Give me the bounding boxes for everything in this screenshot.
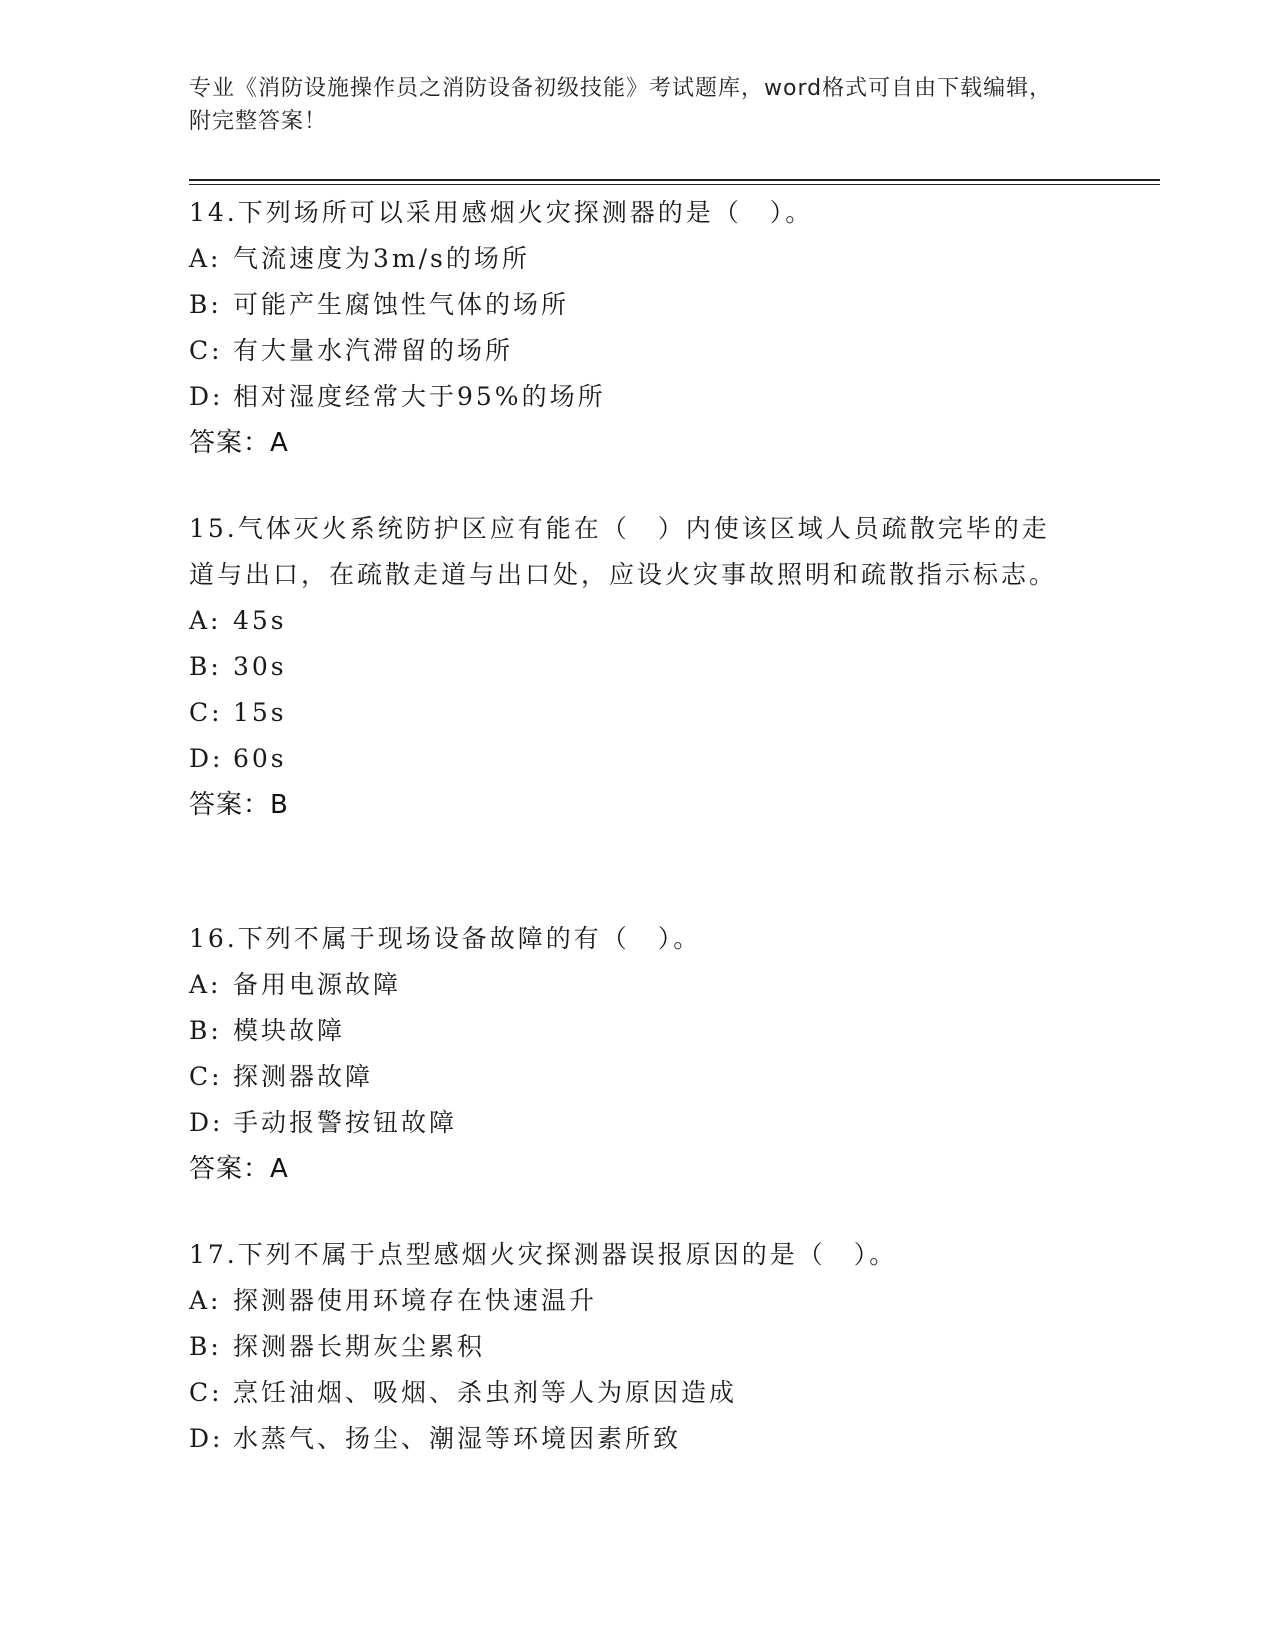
option-d	[189, 1100, 1089, 1146]
option-letter: B:	[189, 1332, 222, 1361]
question-14	[189, 190, 1089, 466]
option-letter: B:	[189, 1016, 222, 1045]
option-letter: C:	[189, 336, 223, 365]
option-letter: D:	[189, 744, 224, 773]
option-c	[189, 1054, 1089, 1100]
option-c	[189, 690, 1089, 736]
option-a	[189, 962, 1089, 1008]
option-d	[189, 374, 1089, 420]
option-b	[189, 282, 1089, 328]
option-letter: D:	[189, 382, 224, 411]
option-text: 15s	[233, 698, 287, 727]
option-b	[189, 1324, 1089, 1370]
answer-line: 答案：A	[189, 428, 289, 458]
question-stem: 16.下列不属于现场设备故障的有（ ）。	[189, 924, 702, 953]
header-divider-thin	[189, 184, 1160, 185]
option-letter: A:	[189, 244, 222, 273]
option-letter: B:	[189, 652, 222, 681]
option-a	[189, 236, 1089, 282]
option-a	[189, 598, 1089, 644]
option-letter: B:	[189, 290, 222, 319]
answer-line: 答案：A	[189, 1154, 289, 1184]
option-text: 水蒸气、扬尘、潮湿等环境因素所致	[233, 1424, 682, 1453]
header-divider-thick	[189, 179, 1160, 181]
option-d	[189, 736, 1089, 782]
option-text: 气流速度为3m/s的场所	[233, 244, 530, 273]
question-stem: 17.下列不属于点型感烟火灾探测器误报原因的是（ ）。	[189, 1240, 898, 1269]
option-letter: C:	[189, 1062, 223, 1091]
option-letter: D:	[189, 1108, 224, 1137]
question-stem: 14.下列场所可以采用感烟火灾探测器的是（ ）。	[189, 198, 814, 227]
option-b	[189, 644, 1089, 690]
option-text: 30s	[233, 652, 287, 681]
option-text: 60s	[233, 744, 287, 773]
question-17	[189, 1232, 1089, 1462]
question-stem: 15.气体灭火系统防护区应有能在（ ）内使该区域人员疏散完毕的走道与出口，在疏散走道与出口处，应设火灾事故照明和疏散指示标志。	[189, 514, 1058, 589]
option-text: 45s	[233, 606, 287, 635]
option-text: 探测器故障	[233, 1062, 374, 1091]
option-letter: A:	[189, 1286, 222, 1315]
option-letter: C:	[189, 1378, 223, 1407]
question-15	[189, 506, 1089, 828]
option-d	[189, 1416, 1089, 1462]
option-a	[189, 1278, 1089, 1324]
option-text: 相对湿度经常大于95%的场所	[233, 382, 606, 411]
option-letter: C:	[189, 698, 223, 727]
option-text: 模块故障	[233, 1016, 346, 1045]
option-text: 探测器使用环境存在快速温升	[233, 1286, 598, 1315]
option-text: 手动报警按钮故障	[233, 1108, 458, 1137]
option-text: 探测器长期灰尘累积	[233, 1332, 486, 1361]
option-letter: A:	[189, 970, 222, 999]
option-c	[189, 1370, 1089, 1416]
option-letter: D:	[189, 1424, 224, 1453]
option-b	[189, 1008, 1089, 1054]
option-c	[189, 328, 1089, 374]
document-header: 专业《消防设施操作员之消防设备初级技能》考试题库，word格式可自由下载编辑，附完整答案！	[189, 76, 1053, 134]
question-16	[189, 916, 1089, 1192]
option-text: 备用电源故障	[233, 970, 402, 999]
option-text: 可能产生腐蚀性气体的场所	[233, 290, 570, 319]
option-text: 烹饪油烟、吸烟、杀虫剂等人为原因造成	[233, 1378, 738, 1407]
answer-line: 答案：B	[189, 790, 289, 820]
option-letter: A:	[189, 606, 222, 635]
option-text: 有大量水汽滞留的场所	[233, 336, 514, 365]
